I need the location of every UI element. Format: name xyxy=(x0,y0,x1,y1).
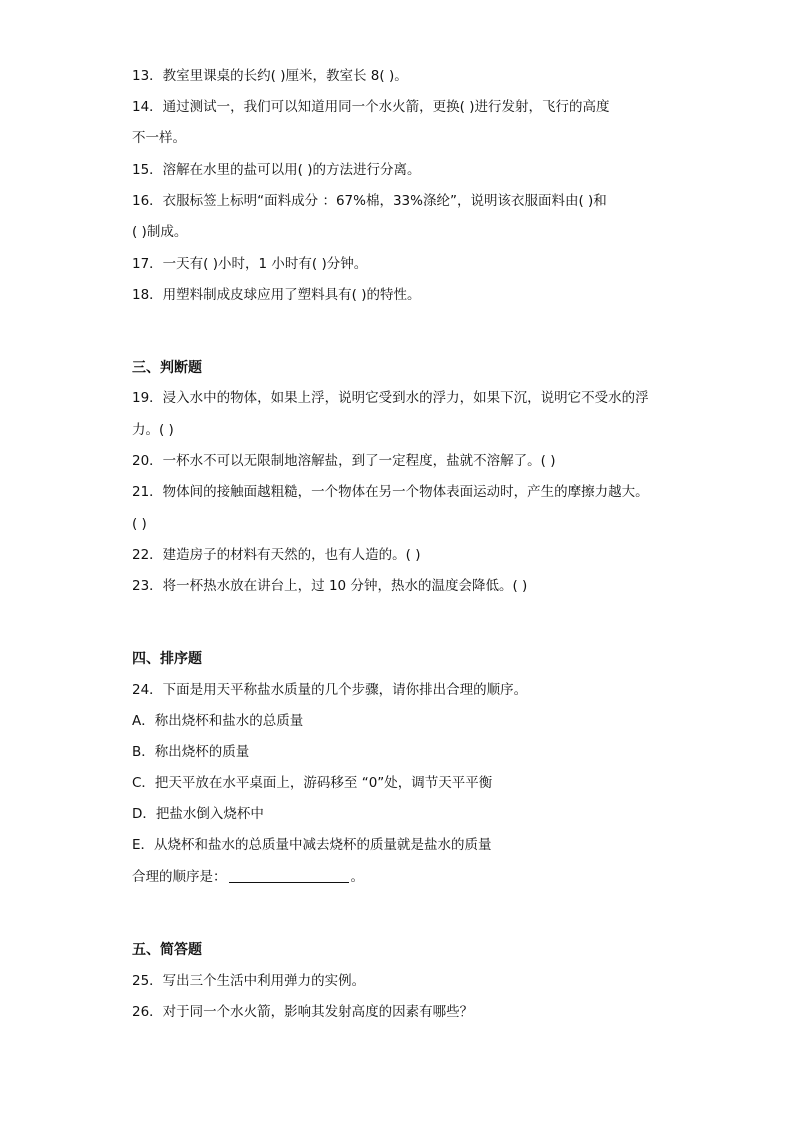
question-23: 23．将一杯热水放在讲台上，过 10 分钟，热水的温度会降低。( ) xyxy=(132,578,528,594)
answer-suffix: 。 xyxy=(350,869,364,885)
question-13: 13．教室里课桌的长约( )厘米，教室长 8( )。 xyxy=(132,68,408,84)
answer-blank[interactable] xyxy=(229,868,349,883)
question-21-line2: ( ) xyxy=(132,516,147,532)
question-17: 17．一天有( )小时，1 小时有( )分钟。 xyxy=(132,256,368,272)
question-20: 20．一杯水不可以无限制地溶解盐，到了一定程度，盐就不溶解了。( ) xyxy=(132,453,556,469)
option-d: D．把盐水倒入烧杯中 xyxy=(132,806,264,822)
question-24: 24．下面是用天平称盐水质量的几个步骤，请你排出合理的顺序。 xyxy=(132,682,528,698)
section-3-heading: 三、判断题 xyxy=(132,360,202,376)
question-19-line1: 19．浸入水中的物体，如果上浮，说明它受到水的浮力，如果下沉，说明它不受水的浮 xyxy=(132,390,649,406)
answer-prefix: 合理的顺序是： xyxy=(132,869,227,885)
option-b: B．称出烧杯的质量 xyxy=(132,744,250,760)
question-14-line2: 不一样。 xyxy=(132,130,186,146)
section-5-heading: 五、简答题 xyxy=(132,942,202,958)
answer-line xyxy=(132,867,692,887)
question-16-line2: ( )制成。 xyxy=(132,224,188,240)
question-18: 18．用塑料制成皮球应用了塑料具有( )的特性。 xyxy=(132,287,421,303)
question-21-line1: 21．物体间的接触面越粗糙，一个物体在另一个物体表面运动时，产生的摩擦力越大。 xyxy=(132,484,649,500)
section-4-heading: 四、排序题 xyxy=(132,651,202,667)
option-a: A．称出烧杯和盐水的总质量 xyxy=(132,713,304,729)
option-e: E．从烧杯和盐水的总质量中减去烧杯的质量就是盐水的质量 xyxy=(132,837,492,853)
question-19-line2: 力。( ) xyxy=(132,422,174,438)
question-14-line1: 14．通过测试一，我们可以知道用同一个水火箭，更换( )进行发射，飞行的高度 xyxy=(132,99,610,115)
option-c: C．把天平放在水平桌面上，游码移至 “0”处，调节天平平衡 xyxy=(132,775,493,791)
question-15: 15．溶解在水里的盐可以用( )的方法进行分离。 xyxy=(132,162,421,178)
question-16-line1: 16．衣服标签上标明“面料成分 ：67%棉，33%涤纶”，说明该衣服面料由( )和 xyxy=(132,193,607,209)
question-22: 22．建造房子的材料有天然的，也有人造的。( ) xyxy=(132,547,421,563)
question-26: 26．对于同一个水火箭，影响其发射高度的因素有哪些？ xyxy=(132,1004,474,1020)
question-25: 25．写出三个生活中利用弹力的实例。 xyxy=(132,973,366,989)
